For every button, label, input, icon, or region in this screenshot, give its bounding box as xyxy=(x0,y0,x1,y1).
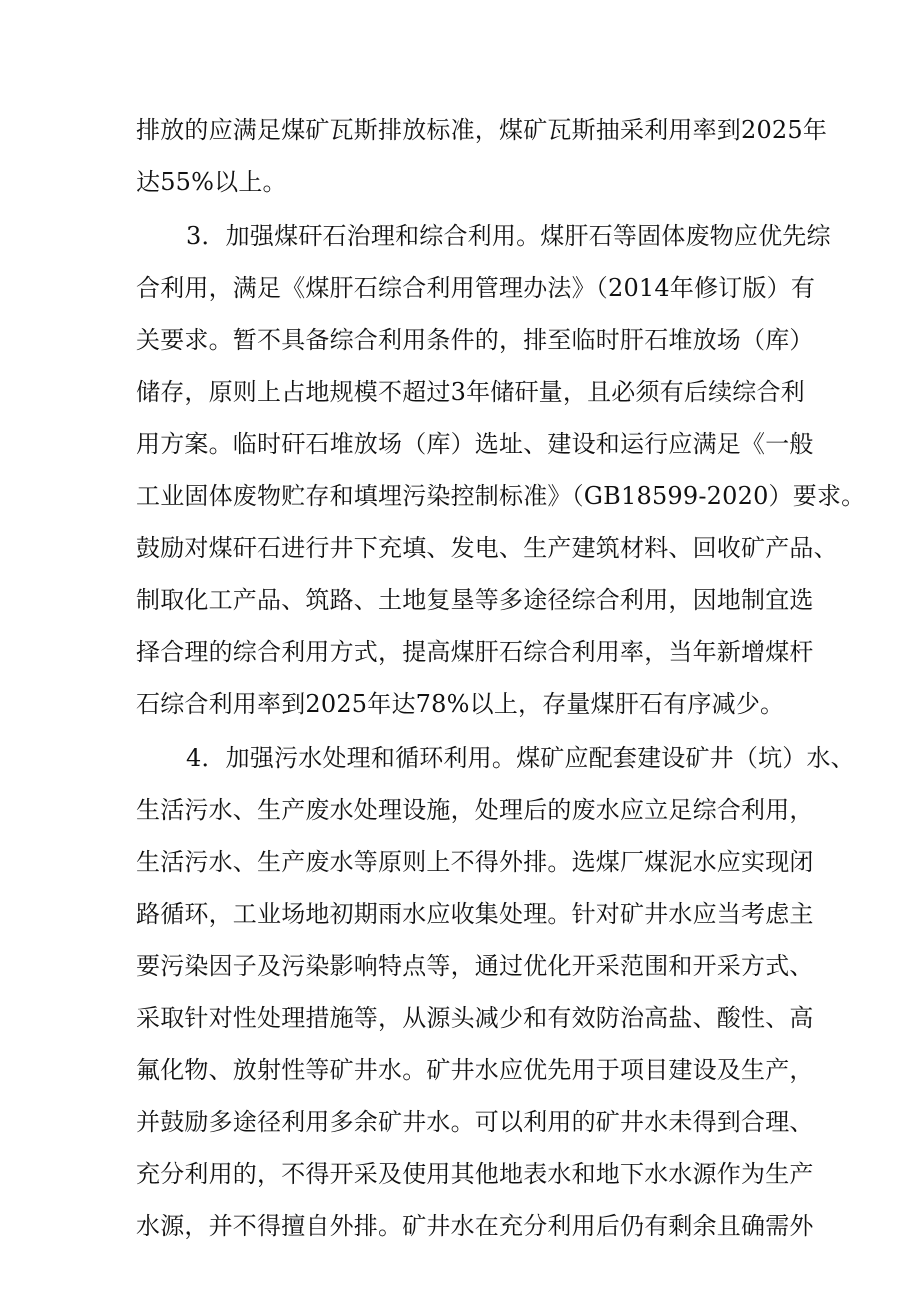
text-line-6: 储存，原则上占地规模不超过3年储矸量，且必须有后续综合利 xyxy=(136,378,805,406)
section-4-heading-line: 4．加强污水处理和循环利用。煤矿应配套建设矿井（坑）水、 xyxy=(186,744,855,772)
text-line-15: 生活污水、生产废水等原则上不得外排。选煤厂煤泥水应实现闭 xyxy=(136,848,814,876)
text-line-20: 并鼓励多途径利用多余矿井水。可以利用的矿井水未得到合理、 xyxy=(136,1108,814,1136)
text-line-8: 工业固体废物贮存和填埋污染控制标准》（GB18599-2020）要求。 xyxy=(136,482,866,510)
text-line-1: 排放的应满足煤矿瓦斯排放标准，煤矿瓦斯抽采利用率到2025年 xyxy=(136,116,828,144)
text-line-17: 要污染因子及污染影响特点等，通过优化开采范围和开采方式、 xyxy=(136,952,814,980)
text-line-21: 充分利用的，不得开采及使用其他地表水和地下水水源作为生产 xyxy=(136,1160,814,1188)
section-3-heading-line: 3．加强煤矸石治理和综合利用。煤肝石等固体废物应优先综 xyxy=(186,222,831,250)
text-line-9: 鼓励对煤矸石进行井下充填、发电、生产建筑材料、回收矿产品、 xyxy=(136,534,838,562)
text-line-18: 采取针对性处理措施等，从源头减少和有效防治高盐、酸性、高 xyxy=(136,1004,814,1032)
text-line-12: 石综合利用率到2025年达78%以上，存量煤肝石有序减少。 xyxy=(136,690,785,718)
text-line-7: 用方案。临时矸石堆放场（库）选址、建设和运行应满足《一般 xyxy=(136,430,814,458)
text-line-4: 合利用，满足《煤肝石综合利用管理办法》（2014年修订版）有 xyxy=(136,274,816,302)
text-line-14: 生活污水、生产废水处理设施，处理后的废水应立足综合利用， xyxy=(136,796,814,824)
text-line-16: 路循环，工业场地初期雨水应收集处理。针对矿井水应当考虑主 xyxy=(136,900,814,928)
text-line-10: 制取化工产品、筑路、土地复垦等多途径综合利用，因地制宜选 xyxy=(136,586,814,614)
text-line-5: 关要求。暂不具备综合利用条件的，排至临时肝石堆放场（库） xyxy=(136,326,814,354)
text-line-19: 氟化物、放射性等矿井水。矿井水应优先用于项目建设及生产， xyxy=(136,1056,814,1084)
text-line-2: 达55%以上。 xyxy=(136,168,287,196)
text-line-11: 择合理的综合利用方式，提高煤肝石综合利用率，当年新增煤杆 xyxy=(136,638,814,666)
text-line-22: 水源，并不得擅自外排。矿井水在充分利用后仍有剩余且确需外 xyxy=(136,1212,814,1240)
